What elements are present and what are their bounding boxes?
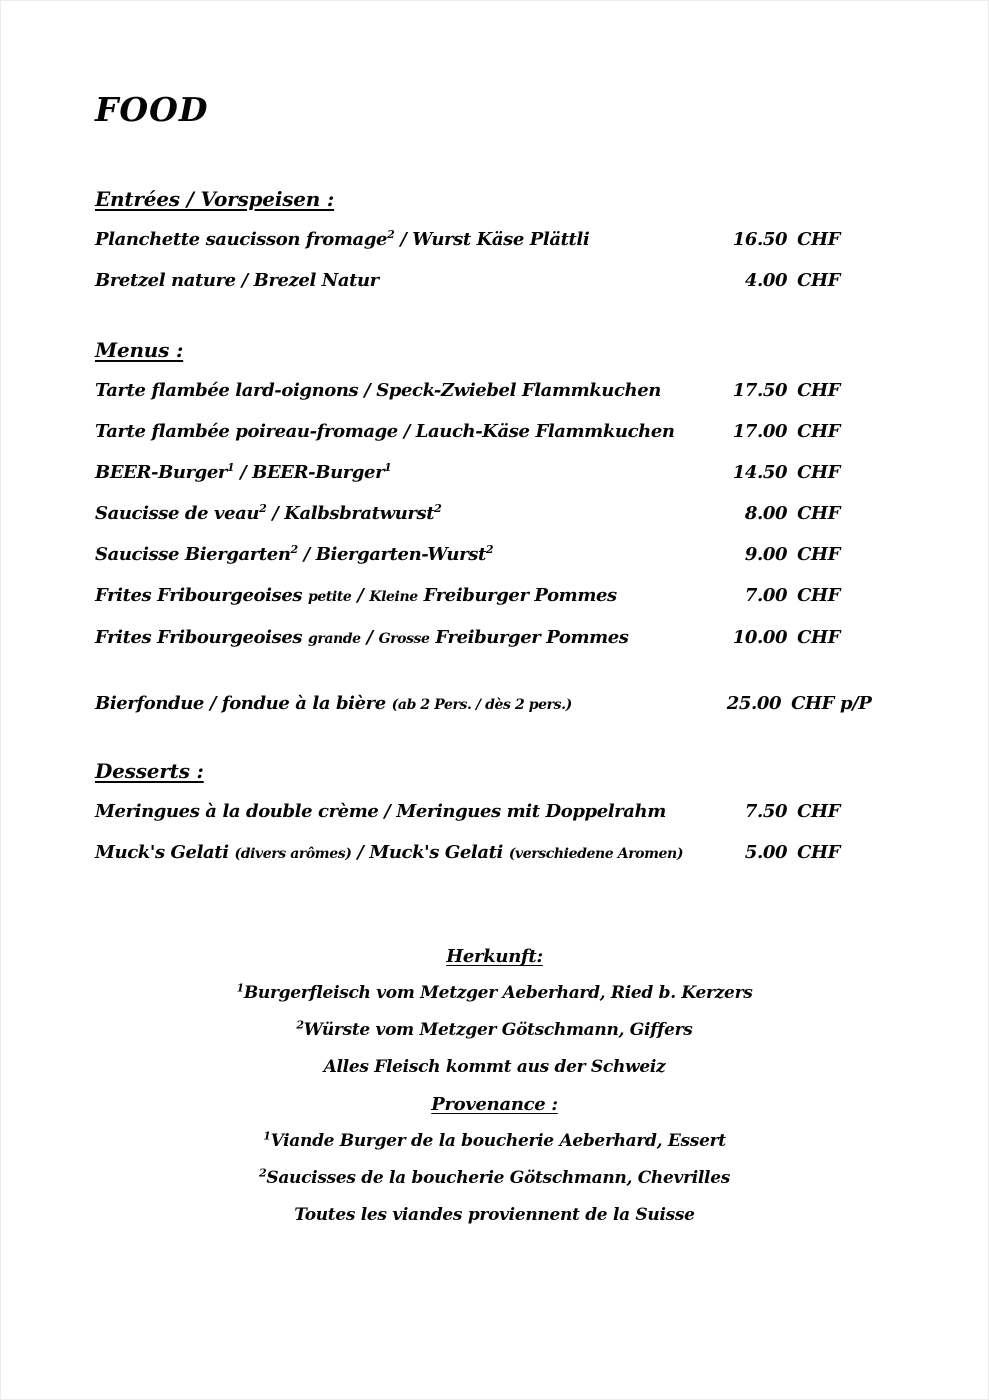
price-currency: CHF <box>797 585 840 606</box>
price-currency: CHF <box>797 421 840 442</box>
item-name <box>95 692 725 717</box>
item-name-text: Tarte flambée lard-oignons / Speck-Zwiebel Flammkuchen <box>95 380 661 401</box>
footer-line: $^2$Würste vom Metzger Götschmann, Giffers <box>296 1018 693 1040</box>
item-name-text: (ab 2 Pers. / dès 2 pers.) <box>391 697 572 713</box>
item-name <box>95 800 731 824</box>
footnote-ref: 1 <box>236 981 244 995</box>
item-name-text: (verschiedene Aromen) <box>508 846 684 862</box>
item-name <box>95 228 731 252</box>
item-name <box>95 584 731 609</box>
footer-line: $^1$Viande Burger de la boucherie Aeberhard, Essert <box>263 1129 726 1151</box>
section-entrees <box>95 186 840 293</box>
item-price <box>731 420 840 444</box>
price-amount: 9.00 <box>744 544 788 565</box>
section-fondue <box>95 692 872 717</box>
menu-item-row <box>95 420 840 444</box>
price-currency: CHF <box>797 801 840 822</box>
menu-item-row <box>95 269 840 293</box>
menu-item-row <box>95 461 840 485</box>
price-currency: CHF <box>797 380 840 401</box>
price-amount: 17.00 <box>732 421 788 442</box>
menu-item-row <box>95 502 840 526</box>
footer-line: Alles Fleisch kommt aus der Schweiz <box>323 1057 666 1077</box>
item-name-text: Bretzel nature / Brezel Natur <box>95 270 379 291</box>
footer-line: Toutes les viandes proviennent de la Suisse <box>294 1205 695 1225</box>
section-heading: Desserts : <box>95 759 204 783</box>
item-price <box>731 379 840 403</box>
item-name <box>95 502 731 526</box>
item-price <box>731 269 840 293</box>
section-desserts <box>95 758 840 866</box>
item-name-text: / <box>360 627 379 648</box>
item-name-text: / <box>351 585 370 606</box>
menu-item-row <box>95 379 840 403</box>
item-name-text: / Biergarten-Wurst <box>297 544 486 565</box>
menu-sections <box>95 186 872 866</box>
item-name-text: Saucisse Biergarten <box>95 544 291 565</box>
item-price <box>731 626 840 650</box>
price-amount: 4.00 <box>744 270 788 291</box>
price-currency: CHF <box>797 544 840 565</box>
price-currency: CHF <box>797 627 840 648</box>
menu-item-row <box>95 543 840 567</box>
item-price <box>731 228 840 252</box>
footnote-ref: 2 <box>259 1166 267 1180</box>
price-currency: CHF <box>797 503 840 524</box>
price-amount: 14.50 <box>732 462 788 483</box>
menu-item-row <box>95 692 872 717</box>
item-name-text: grande <box>307 631 361 647</box>
item-price <box>731 800 840 824</box>
footer-block-provenance <box>0 1093 989 1226</box>
item-name-text: Muck's Gelati <box>95 842 235 863</box>
menu-item-row <box>95 800 840 824</box>
item-name-text: / Muck's Gelati <box>351 842 509 863</box>
footer <box>0 945 989 1226</box>
item-name <box>95 543 731 567</box>
item-name <box>95 461 731 485</box>
page-title: FOOD <box>95 90 209 129</box>
footnote-ref: 2 <box>434 502 442 515</box>
item-name-text: BEER-Burger <box>95 462 227 483</box>
item-name-text: Frites Fribourgeoises <box>95 585 308 606</box>
item-name-text: Kleine <box>369 589 418 605</box>
item-name <box>95 841 731 866</box>
footnote-ref: 2 <box>259 502 267 515</box>
item-name-text: petite <box>307 589 352 605</box>
footnote-ref: 1 <box>263 1129 271 1143</box>
item-price <box>731 841 840 865</box>
item-name-text: / Wurst Käse Plättli <box>394 229 590 250</box>
footnote-ref: 2 <box>290 543 298 556</box>
price-amount: 10.00 <box>732 627 788 648</box>
price-amount: 5.00 <box>744 842 788 863</box>
footer-line: $^2$Saucisses de la boucherie Götschmann, Chevrilles <box>259 1166 730 1188</box>
price-amount: 7.50 <box>744 801 788 822</box>
footer-heading: Provenance : <box>431 1094 558 1115</box>
item-name-text: Saucisse de veau <box>95 503 260 524</box>
menu-item-row <box>95 584 840 609</box>
price-amount: 7.00 <box>744 585 788 606</box>
footnote-ref: 1 <box>227 461 235 474</box>
item-name-text: / Kalbsbratwurst <box>266 503 435 524</box>
section-heading: Menus : <box>95 338 184 362</box>
price-currency: CHF <box>797 842 840 863</box>
item-name-text: Freiburger Pommes <box>417 585 617 606</box>
item-name-text: Grosse <box>378 631 430 647</box>
footnote-ref: 2 <box>485 543 494 556</box>
price-amount: 25.00 <box>726 693 782 714</box>
item-price <box>731 502 840 526</box>
item-name-text: Frites Fribourgeoises <box>95 627 308 648</box>
footer-block-herkunft <box>0 945 989 1078</box>
price-amount: 16.50 <box>732 229 788 250</box>
price-currency: CHF <box>797 270 840 291</box>
item-name-text: / BEER-Burger <box>234 462 385 483</box>
footer-heading: Herkunft: <box>446 946 543 967</box>
section-heading: Entrées / Vorspeisen : <box>95 187 335 211</box>
item-name-text: Tarte flambée poireau-fromage / Lauch-Käse Flammkuchen <box>95 421 675 442</box>
menu-item-row <box>95 626 840 651</box>
price-amount: 8.00 <box>744 503 788 524</box>
footnote-ref: 2 <box>387 228 395 241</box>
price-amount: 17.50 <box>732 380 788 401</box>
footer-line: $^1$Burgerfleisch vom Metzger Aeberhard, Ried b. Kerzers <box>236 981 753 1003</box>
item-name-text: Freiburger Pommes <box>429 627 629 648</box>
item-price <box>731 584 840 608</box>
item-price <box>731 543 840 567</box>
footnote-ref: 2 <box>296 1018 304 1032</box>
footnote-ref: 1 <box>384 461 392 474</box>
item-name-text: Meringues à la double crème / Meringues mit Doppelrahm <box>95 801 666 822</box>
item-name <box>95 379 731 403</box>
item-name <box>95 420 731 444</box>
price-currency: CHF <box>791 693 834 714</box>
item-name <box>95 269 731 293</box>
item-name <box>95 626 731 651</box>
menu-item-row <box>95 841 840 866</box>
item-name-text: Bierfondue / fondue à la bière <box>95 693 392 714</box>
price-currency: CHF <box>797 229 840 250</box>
item-name-text: (divers arômes) <box>234 846 352 862</box>
item-name-text: Planchette saucisson fromage <box>95 229 388 250</box>
item-price: 25.00 CHF p/P <box>726 693 872 714</box>
item-price <box>731 461 840 485</box>
price-currency: CHF <box>797 462 840 483</box>
menu-item-row <box>95 228 840 252</box>
section-menus <box>95 337 840 651</box>
